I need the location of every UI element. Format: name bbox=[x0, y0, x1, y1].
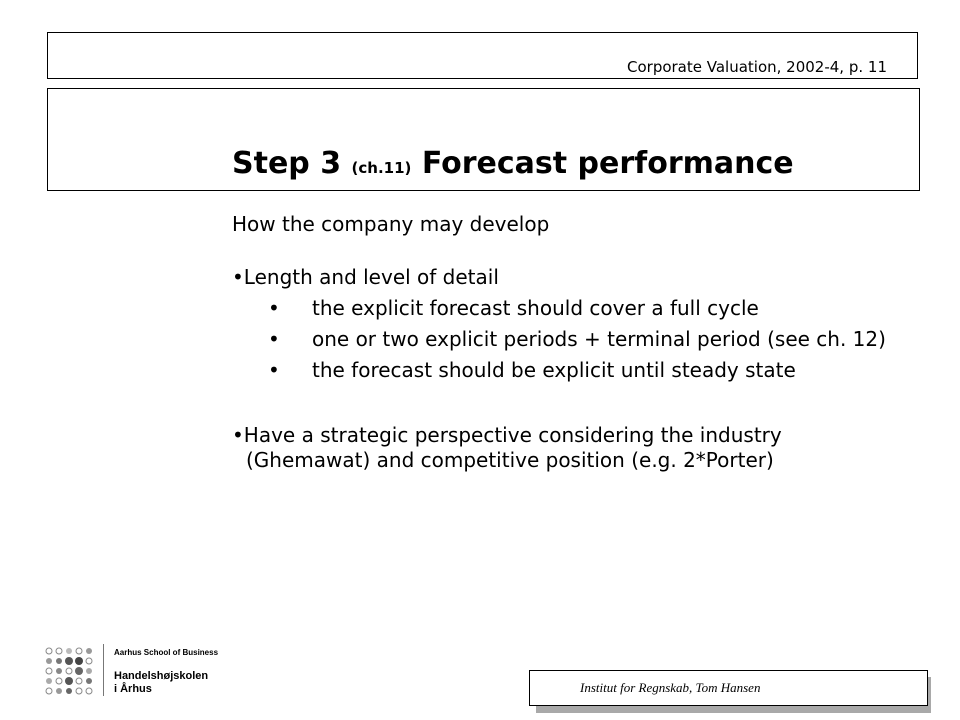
header-box bbox=[47, 32, 918, 79]
bullet-dot: • bbox=[268, 296, 280, 320]
title-main: Step 3 bbox=[232, 146, 342, 181]
logo-divider bbox=[103, 644, 104, 696]
list-item bbox=[232, 296, 892, 321]
title-chapter: (ch.11) bbox=[351, 159, 412, 177]
list-item-text: the explicit forecast should cover a full cycle bbox=[312, 296, 759, 320]
section1-heading-text: Length and level of detail bbox=[243, 265, 499, 289]
section1-heading bbox=[232, 265, 892, 290]
bullet-dot: • bbox=[268, 358, 280, 382]
bullet-dot: • bbox=[232, 265, 244, 289]
list-item-text: the forecast should be explicit until steady state bbox=[312, 358, 796, 382]
logo-danish-name-line2: i Århus bbox=[114, 683, 152, 695]
intro-text: How the company may develop bbox=[232, 212, 550, 236]
bullet-dot: • bbox=[232, 423, 244, 447]
section2-heading-text: Have a strategic perspective considering the industry (Ghemawat) and competitive position (e.g. 2*Porter) bbox=[243, 423, 782, 472]
slide-title bbox=[232, 146, 794, 181]
slide-content bbox=[232, 212, 892, 473]
list-item bbox=[232, 358, 892, 383]
school-logo bbox=[44, 644, 244, 696]
footer-box bbox=[529, 670, 928, 706]
footer-text: Institut for Regnskab, Tom Hansen bbox=[580, 680, 761, 695]
spacer bbox=[232, 383, 892, 423]
header-text: Corporate Valuation, 2002-4, p. 11 bbox=[627, 58, 887, 76]
logo-english-name: Aarhus School of Business bbox=[114, 648, 219, 657]
logo-dots-icon bbox=[44, 646, 94, 696]
list-item-text: one or two explicit periods + terminal period (see ch. 12) bbox=[312, 327, 886, 351]
bullet-dot: • bbox=[268, 327, 280, 351]
section2-heading bbox=[232, 423, 892, 473]
list-item bbox=[232, 327, 892, 352]
title-rest: Forecast performance bbox=[421, 146, 794, 181]
logo-danish-name-line1: Handelshøjskolen bbox=[114, 670, 209, 682]
